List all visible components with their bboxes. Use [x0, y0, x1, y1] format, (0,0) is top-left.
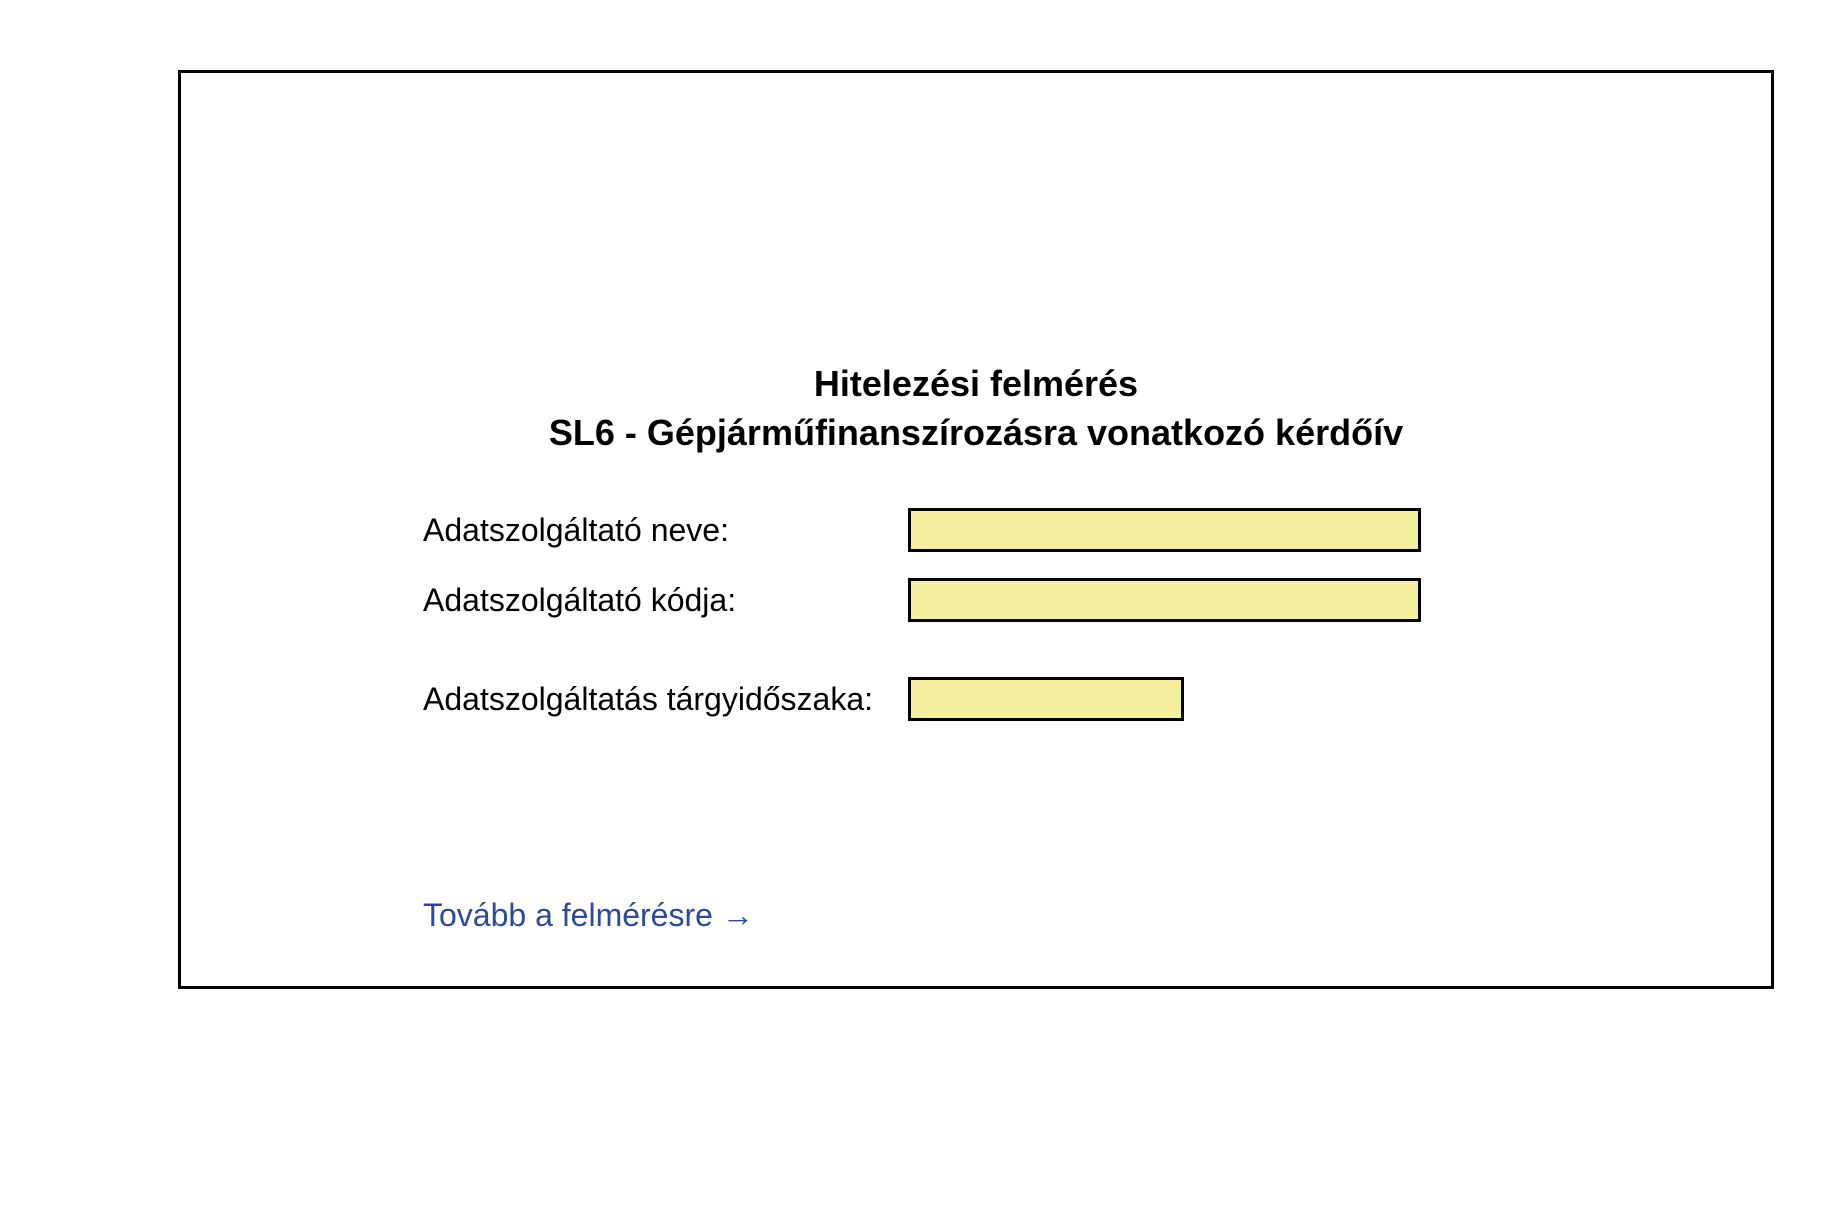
title-block	[181, 359, 1771, 457]
survey-frame	[178, 70, 1774, 989]
provider-name-label: Adatszolgáltató neve:	[423, 512, 729, 548]
reporting-period-input[interactable]	[908, 677, 1184, 721]
provider-code-label: Adatszolgáltató kódja:	[423, 582, 737, 618]
reporting-period-label: Adatszolgáltatás tárgyidőszaka:	[423, 681, 874, 717]
page-subtitle: SL6 - Gépjárműfinanszírozásra vonatkozó kérdőív	[548, 412, 1404, 453]
continue-to-survey-link[interactable]: Tovább a felmérésre →	[423, 897, 754, 933]
provider-name-input[interactable]	[908, 508, 1421, 552]
provider-code-input[interactable]	[908, 578, 1421, 622]
page-title: Hitelezési felmérés	[813, 363, 1139, 404]
